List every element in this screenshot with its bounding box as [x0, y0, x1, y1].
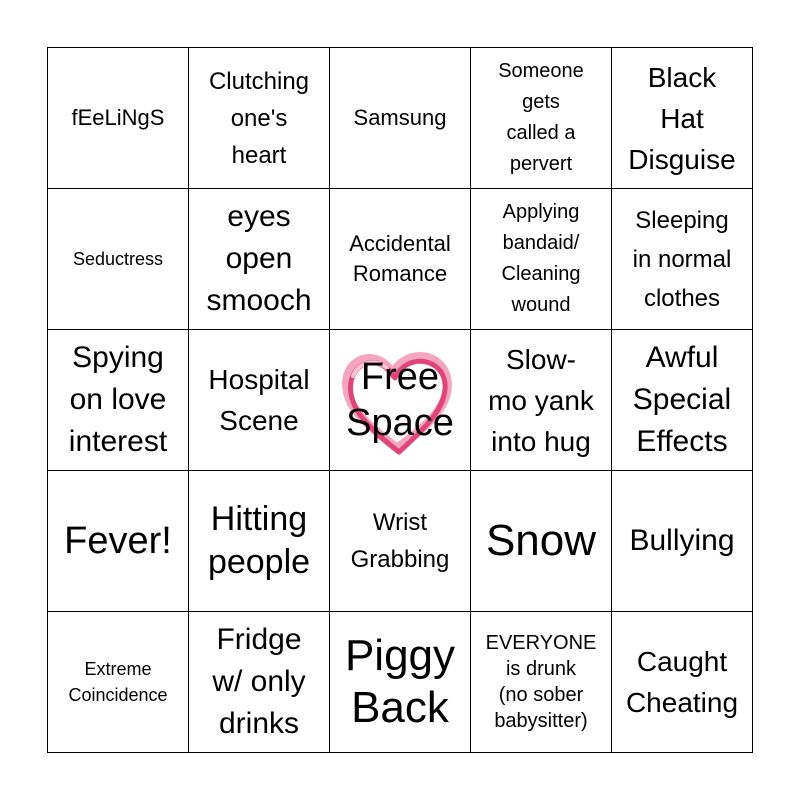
- bingo-cell[interactable]: [612, 471, 753, 612]
- cell-label: Applying bandaid/ Cleaning wound: [501, 201, 581, 316]
- cell-label: eyes open smooch: [206, 200, 312, 317]
- bingo-board: [47, 47, 753, 753]
- cell-label: Hitting people: [207, 500, 311, 581]
- cell-label: Slow- mo yank into hug: [488, 343, 594, 457]
- cell-label: Bullying: [629, 524, 735, 557]
- cell-label: Sleeping in normal clothes: [632, 206, 732, 312]
- bingo-cell[interactable]: [330, 48, 471, 189]
- bingo-cell[interactable]: [189, 189, 330, 330]
- bingo-cell[interactable]: [330, 612, 471, 753]
- cell-label: Extreme Coincidence: [68, 659, 168, 705]
- cell-label: Fridge w/ only drinks: [212, 623, 306, 740]
- bingo-cell[interactable]: [471, 471, 612, 612]
- cell-label: Fever!: [64, 520, 172, 562]
- bingo-cell[interactable]: [48, 48, 189, 189]
- cell-label: Hospital Scene: [208, 364, 310, 436]
- bingo-cell[interactable]: [48, 612, 189, 753]
- cell-label: Seductress: [72, 249, 164, 269]
- bingo-cell[interactable]: [48, 471, 189, 612]
- cell-label: Clutching one's heart: [208, 67, 310, 169]
- cell-label: Someone gets called a pervert: [498, 60, 584, 175]
- cell-label: Piggy Back: [344, 631, 456, 732]
- bingo-cell[interactable]: [612, 330, 753, 471]
- bingo-cell[interactable]: [48, 330, 189, 471]
- cell-label: Caught Cheating: [625, 646, 739, 718]
- cell-label: fEeLiNgS: [71, 105, 165, 130]
- free-space-cell[interactable]: [330, 330, 471, 471]
- bingo-cell[interactable]: [189, 471, 330, 612]
- cell-label: EVERYONE is drunk (no sober babysitter): [485, 632, 597, 732]
- bingo-cell[interactable]: [471, 330, 612, 471]
- cell-label: Wrist Grabbing: [350, 509, 450, 573]
- bingo-cell[interactable]: [471, 189, 612, 330]
- bingo-cell[interactable]: [612, 48, 753, 189]
- cell-label: Samsung: [353, 105, 447, 130]
- bingo-cell[interactable]: [612, 612, 753, 753]
- bingo-cell[interactable]: [471, 612, 612, 753]
- bingo-cell[interactable]: [471, 48, 612, 189]
- bingo-cell[interactable]: [189, 330, 330, 471]
- cell-label: Spying on love interest: [68, 341, 168, 458]
- cell-label: Snow: [485, 516, 597, 565]
- bingo-cell[interactable]: [330, 471, 471, 612]
- bingo-cell[interactable]: [189, 48, 330, 189]
- free-space-label: Free Space: [346, 356, 454, 444]
- cell-label: Accidental Romance: [349, 231, 451, 286]
- bingo-cell[interactable]: [189, 612, 330, 753]
- cell-label: Awful Special Effects: [632, 341, 732, 458]
- bingo-cell[interactable]: [48, 189, 189, 330]
- bingo-cell[interactable]: [612, 189, 753, 330]
- cell-label: Black Hat Disguise: [628, 61, 736, 175]
- bingo-cell[interactable]: [330, 189, 471, 330]
